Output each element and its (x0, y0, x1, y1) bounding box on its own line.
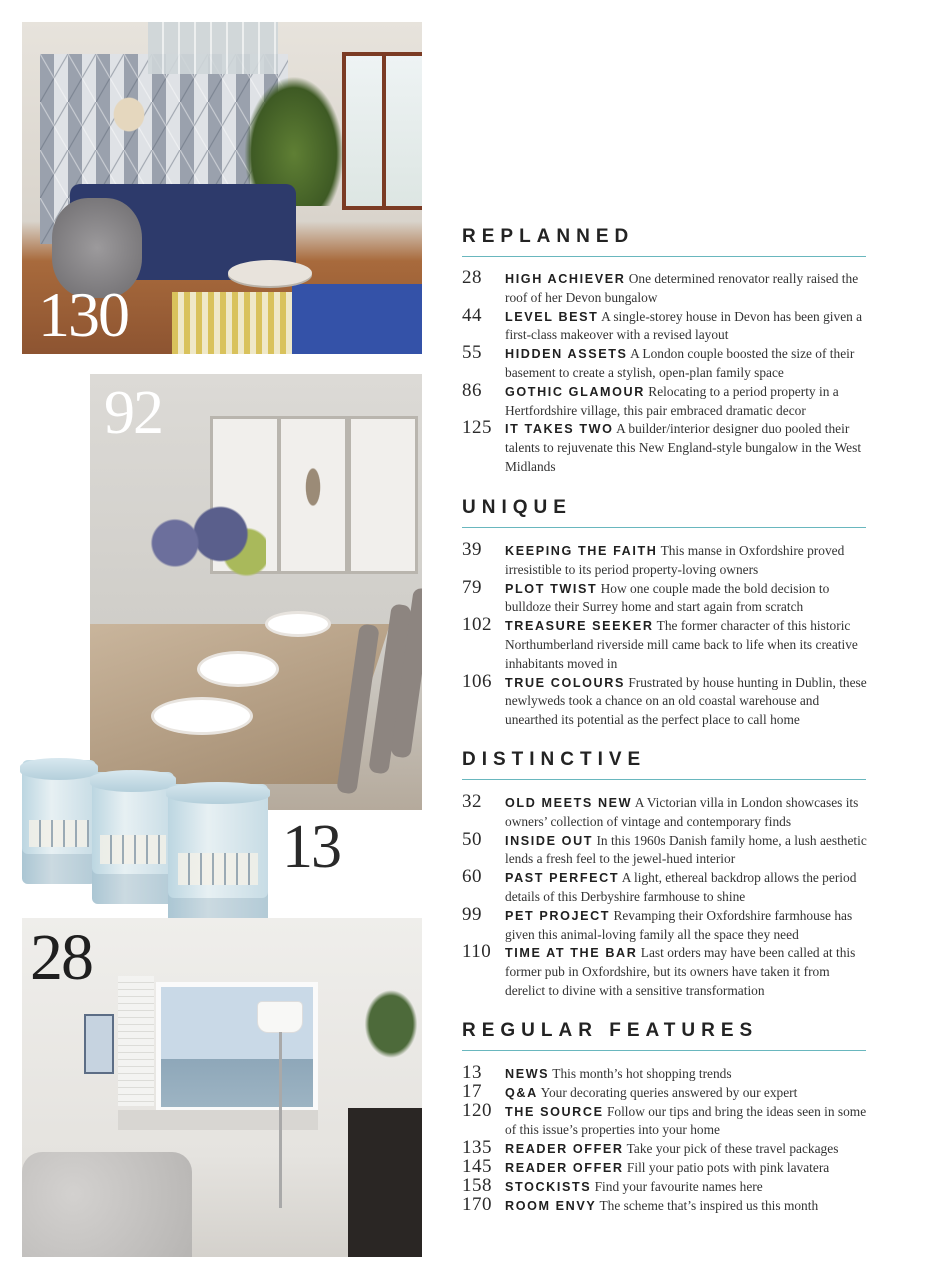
page-number: 50 (462, 828, 482, 850)
entry-text: A London couple boosted the size of their basement to create a stylish, open-plan family space (505, 346, 855, 380)
dining-room-photo (90, 374, 422, 810)
photo-page-number: 13 (282, 813, 340, 881)
contents-entry (462, 576, 870, 618)
section-divider (462, 256, 866, 257)
entry-heading: HIGH ACHIEVER (505, 272, 626, 286)
entry-text: Find your favourite names here (594, 1178, 763, 1194)
contents-entry (462, 1155, 870, 1178)
page-number: 99 (462, 903, 482, 925)
entry-text: Last orders may have been called at this former pub in Oxfordshire, but its owners have taken it from derelict to divine with a sensitive transformation (505, 945, 856, 998)
lamp-stand (279, 1032, 282, 1208)
glass-block-wall (148, 22, 278, 74)
living-room-photo (22, 22, 422, 354)
entry-heading: READER OFFER (505, 1160, 624, 1175)
shutter (118, 976, 154, 1106)
entry-heading: GOTHIC GLAMOUR (505, 384, 645, 399)
entry-heading: ROOM ENVY (505, 1198, 597, 1213)
entry-heading: HIDDEN ASSETS (505, 347, 628, 362)
contents-entry (462, 342, 870, 383)
page-number: 102 (462, 614, 492, 636)
entry-text: In this 1960s Danish family home, a lush aesthetic lends a fresh feel to the jewel-hued interior (505, 832, 867, 867)
page-number: 106 (462, 670, 492, 692)
tin (22, 760, 96, 884)
entry-text: Take your pick of these travel packages (626, 1141, 839, 1157)
page-number: 170 (462, 1193, 492, 1215)
stag-print-center (278, 416, 348, 574)
dark-cabinet (348, 1108, 422, 1257)
contents-entry (462, 828, 870, 870)
tin (92, 772, 174, 904)
entry-heading: TRUE COLOURS (505, 675, 625, 690)
entry-heading: PAST PERFECT (505, 871, 620, 886)
entry-heading: TREASURE SEEKER (505, 619, 654, 634)
entry-text: Frustrated by house hunting in Dublin, these newlyweds took a chance on an old coastal warehouse and unearthed its potential as the perfect place to call home (505, 674, 867, 728)
page-number: 60 (462, 866, 482, 888)
section-title-replanned: REPLANNED (462, 226, 635, 247)
contents-entry (462, 417, 870, 476)
entry-text: A builder/interior designer duo pooled their talents to rejuvenate this New England-style bungalow in the West Midlands (505, 421, 862, 474)
entry-heading: READER OFFER (505, 1142, 624, 1157)
hydrangea-bouquet (136, 498, 266, 588)
coffee-table (228, 260, 312, 286)
contents-entry (462, 1099, 870, 1141)
bull-skull (94, 76, 164, 146)
contents-entry (462, 539, 870, 580)
entry-text: This manse in Oxfordshire proved irresistible to its period property-loving owners (505, 543, 845, 577)
entry-text: A Victorian villa in London showcases its owners’ collection of vintage and contemporary finds (505, 795, 859, 829)
contents-entry (462, 267, 870, 308)
bonsai-plant (360, 984, 422, 1064)
section-distinctive-list (462, 791, 870, 1001)
entry-heading: LEVEL BEST (505, 309, 599, 324)
stag-print-right (348, 416, 418, 574)
contents-entry (462, 379, 870, 421)
page-number: 135 (462, 1137, 492, 1159)
tin (168, 784, 268, 928)
entry-text: A single-storey house in Devon has been given a first-class makeover with a revised layout (505, 308, 863, 343)
section-replanned-list (462, 267, 870, 477)
page-number: 39 (462, 539, 482, 560)
entry-heading: IT TAKES TWO (505, 422, 614, 437)
entry-heading: TIME AT THE BAR (505, 946, 638, 961)
page-number: 32 (462, 791, 482, 812)
section-unique-list (462, 539, 870, 730)
entry-heading: OLD MEETS NEW (505, 796, 633, 810)
page-number: 44 (462, 304, 482, 326)
entry-heading: KEEPING THE FAITH (505, 544, 658, 558)
entry-heading: PET PROJECT (505, 908, 611, 923)
section-title-unique: UNIQUE (462, 497, 572, 518)
plate (268, 614, 328, 634)
page-number: 145 (462, 1155, 492, 1177)
page-number: 79 (462, 576, 482, 598)
page-number: 158 (462, 1174, 492, 1196)
contents-entry (462, 304, 870, 346)
window (342, 52, 422, 210)
blue-rug (292, 284, 422, 354)
entry-text: The scheme that’s inspired us this month (599, 1197, 819, 1213)
section-regular-features-list (462, 1062, 870, 1215)
contents-entry (462, 903, 870, 945)
entry-text: Relocating to a period property in a Hertfordshire village, this pair embraced dramatic decor (505, 383, 839, 418)
contents-entry (462, 866, 870, 907)
entry-text: A light, ethereal backdrop allows the period details of this Derbyshire farmhouse to shine (505, 870, 857, 904)
window-seat (118, 1110, 318, 1130)
page-number: 17 (462, 1080, 482, 1102)
contents-entry (462, 1137, 870, 1159)
photo-page-number: 28 (30, 921, 92, 994)
entry-heading: NEWS (505, 1067, 550, 1081)
page-number: 55 (462, 342, 482, 364)
section-title-regular-features: REGULAR FEATURES (462, 1020, 759, 1041)
contents-entry (462, 1062, 870, 1084)
contents-entry (462, 791, 870, 832)
contents-entry (462, 1193, 870, 1216)
contents-entry (462, 941, 870, 1000)
contents-entry (462, 670, 870, 730)
page-number: 13 (462, 1062, 482, 1083)
section-divider (462, 779, 866, 780)
photo-page-number: 92 (104, 379, 162, 447)
entry-text: One determined renovator really raised the roof of her Devon bungalow (505, 271, 859, 305)
page-number: 120 (462, 1099, 492, 1121)
entry-heading: Q&A (505, 1085, 538, 1100)
entry-text: Fill your patio pots with pink lavatera (626, 1159, 830, 1175)
tufted-ottoman (22, 1152, 192, 1257)
entry-heading: THE SOURCE (505, 1104, 604, 1119)
section-divider (462, 1050, 866, 1051)
section-divider (462, 527, 866, 528)
entry-text: How one couple made the bold decision to bulldoze their Surrey home and start again from scratch (505, 580, 830, 615)
entry-text: Your decorating queries answered by our expert (540, 1084, 798, 1100)
photo-page-number: 130 (38, 279, 128, 350)
contents-entry (462, 1174, 870, 1197)
entry-text: Follow our tips and bring the ideas seen in some of this issue’s properties into your home (505, 1103, 867, 1138)
page-number: 86 (462, 379, 482, 401)
entry-text: This month’s hot shopping trends (552, 1066, 732, 1081)
entry-heading: INSIDE OUT (505, 833, 594, 848)
entry-text: Revamping their Oxfordshire farmhouse has given this animal-loving family all the space they need (505, 907, 853, 942)
entry-heading: PLOT TWIST (505, 581, 598, 596)
section-title-distinctive: DISTINCTIVE (462, 749, 647, 770)
contents-entry (462, 614, 870, 673)
page-number: 125 (462, 417, 492, 439)
entry-text: The former character of this historic Northumberland riverside mill came back to life when its creative inhabitants moved in (505, 618, 858, 671)
floor-lamp (258, 1002, 302, 1032)
entry-heading: STOCKISTS (505, 1179, 592, 1194)
plate (154, 700, 250, 732)
contents-entry (462, 1080, 870, 1103)
page-number: 28 (462, 267, 482, 288)
bedroom-photo (22, 918, 422, 1257)
storage-tins-photo (22, 760, 322, 930)
page-number: 110 (462, 941, 492, 963)
plate (200, 654, 276, 684)
wall-art (84, 1014, 114, 1074)
